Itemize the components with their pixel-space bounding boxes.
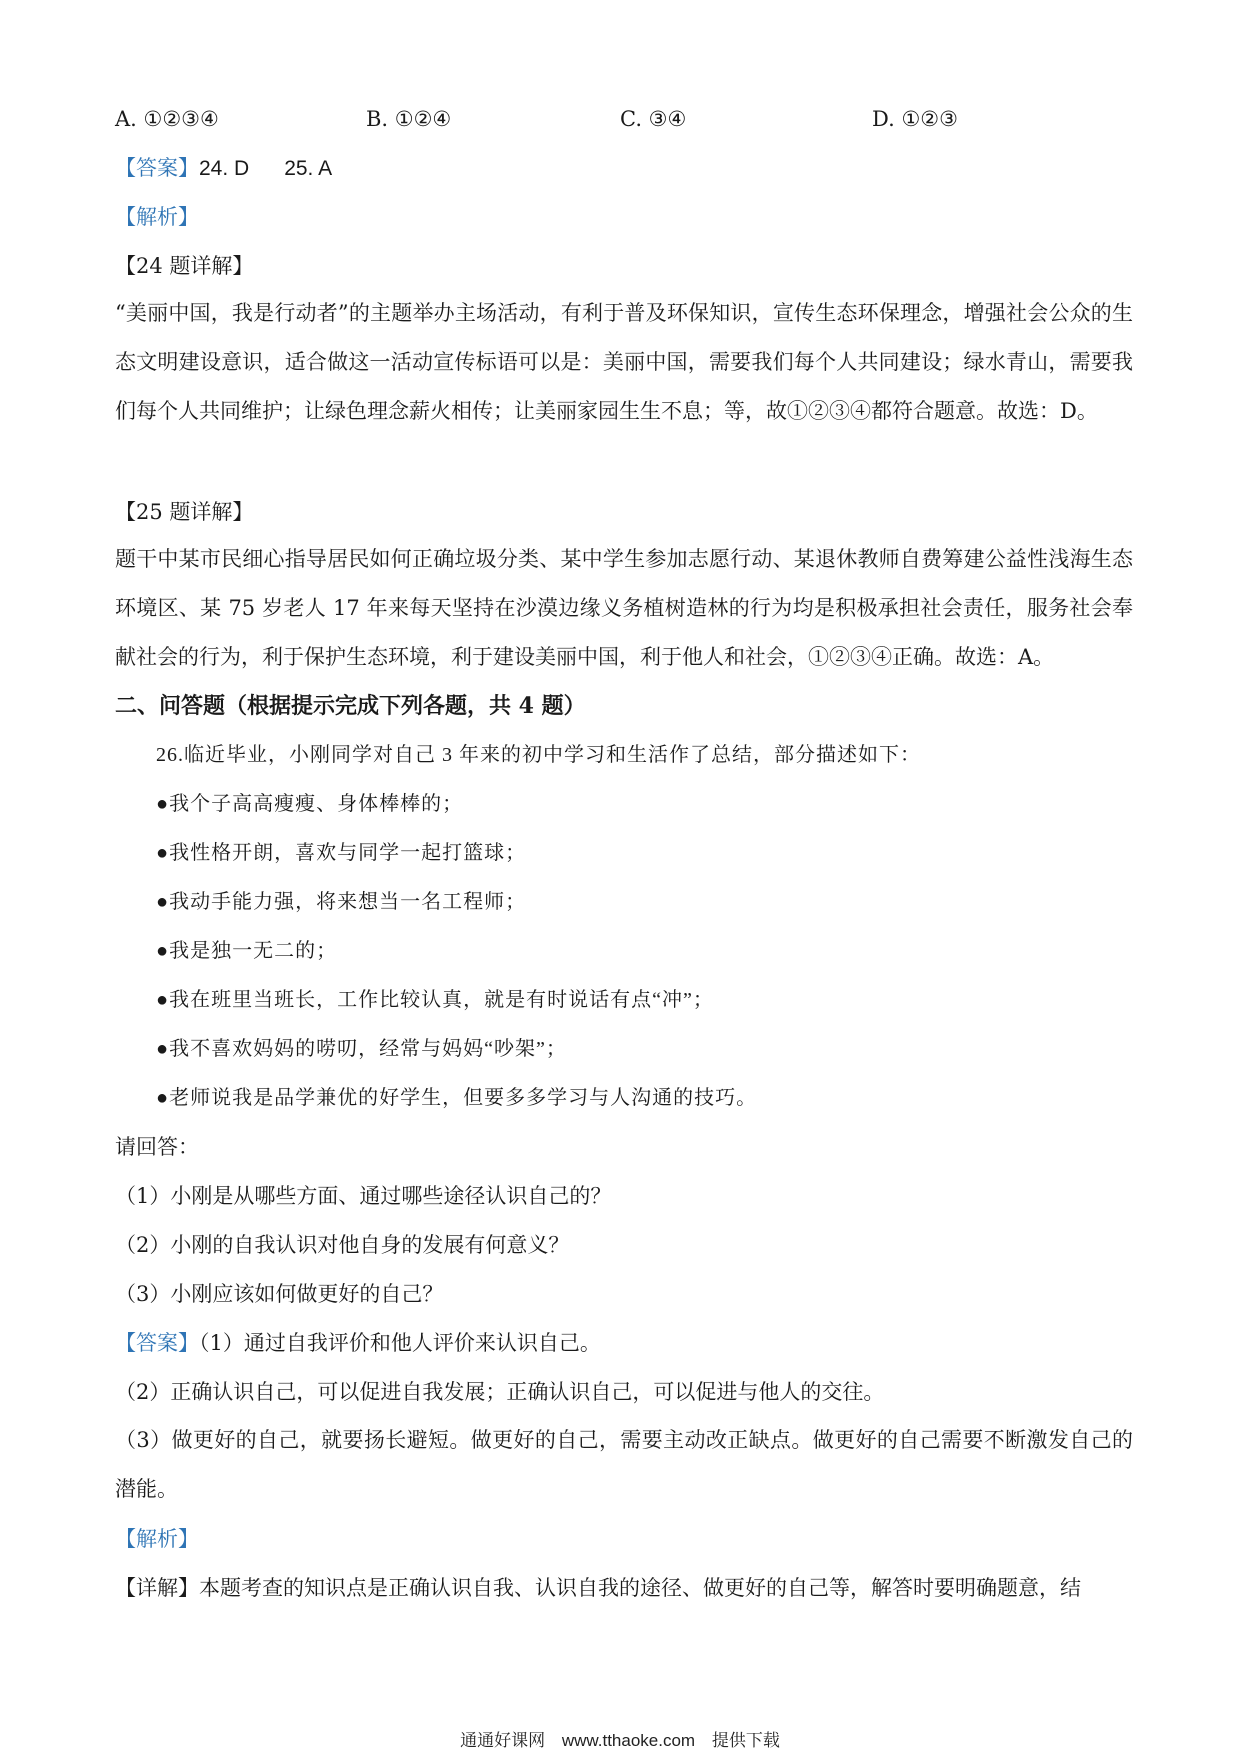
option-b: B. ①②④ [366,107,452,131]
q26-bullet: ●我个子高高瘦瘦、身体棒棒的； [156,793,464,815]
answer-part-2: （2）正确认识自己，可以促进自我发展；正确认识自己，可以促进与他人的交往。 [115,1380,885,1404]
q26-bullet: ●我在班里当班长，工作比较认真，就是有时说话有点“冲”； [156,989,714,1011]
detail-text: 本题考查的知识点是正确认识自我、认识自我的途径、做更好的自己等，解答时要明确题意，结 [199,1576,1081,1600]
sub-question-1: （1）小刚是从哪些方面、通过哪些途径认识自己的？ [115,1184,612,1208]
detail-line [115,1573,1125,1603]
answer-line-1 [115,153,1125,184]
option-a: A. ①②③④ [115,107,219,131]
detail-tag: 【详解】 [115,1576,199,1600]
q25-explanation: 题干中某市民细心指导居民如何正确垃圾分类、某中学生参加志愿行动、某退休教师自费筹建公益性浅海生态环境区、某 75 岁老人 17 年来每天坚持在沙漠边缘义务植树造林的行为均是积极承担社会责任，服务社会奉献社会的行为，利于保护生态环境，利于建设美丽中国，利于他人和社会，①②③④正确。故选：A。 [115,547,1133,669]
answer-part-3: （3）做更好的自己，就要扬长避短。做更好的自己，需要主动改正缺点。做更好的自己需要不断激发自己的潜能。 [115,1428,1133,1501]
answer-tag: 【答案】 [115,156,199,180]
q26-bullet: ●老师说我是品学兼优的好学生，但要多多学习与人沟通的技巧。 [156,1087,758,1109]
answer-part-1: （1）通过自我评价和他人评价来认识自己。 [199,1331,601,1355]
answer-tag: 【答案】 [115,1331,199,1355]
footer-note: 提供下载 [711,1731,780,1750]
section-title: 二、问答题（根据提示完成下列各题，共 4 题） [115,693,586,719]
analysis-label-2: 【解析】 [115,1527,199,1551]
footer-site-name: 通通好课网 [460,1731,546,1750]
answer-line-2 [115,1328,1125,1358]
option-d: D. ①②③ [872,107,958,131]
answer-prompt: 请回答： [115,1135,199,1159]
q24-heading: 【24 题详解】 [115,254,254,278]
page-footer [0,1726,1240,1751]
q26-bullet: ●我是独一无二的； [156,940,338,962]
q26-stem: 26.临近毕业，小刚同学对自己 3 年来的初中学习和生活作了总结，部分描述如下： [156,744,921,766]
q26-bullet: ●我不喜欢妈妈的唠叨，经常与妈妈“吵架”； [156,1038,567,1060]
sub-question-2: （2）小刚的自我认识对他自身的发展有何意义？ [115,1233,570,1257]
q26-bullet: ●我性格开朗，喜欢与同学一起打篮球； [156,842,527,864]
footer-url[interactable]: www.tthaoke.com [561,1731,696,1750]
answer-text: 24. D 25. A [199,157,333,180]
q24-explanation: “美丽中国，我是行动者”的主题举办主场活动，有利于普及环保知识，宣传生态环保理念，增强社会公众的生态文明建设意识，适合做这一活动宣传标语可以是：美丽中国，需要我们每个人共同建设；绿水青山，需要我们每个人共同维护；让绿色理念薪火相传；让美丽家园生生不息；等，故①②③④都符合题意。故选：D。 [115,301,1133,423]
q25-heading: 【25 题详解】 [115,500,254,524]
option-c: C. ③④ [620,107,687,131]
q26-bullet: ●我动手能力强，将来想当一名工程师； [156,891,527,913]
analysis-label-1: 【解析】 [115,205,199,229]
sub-question-3: （3）小刚应该如何做更好的自己？ [115,1282,444,1306]
